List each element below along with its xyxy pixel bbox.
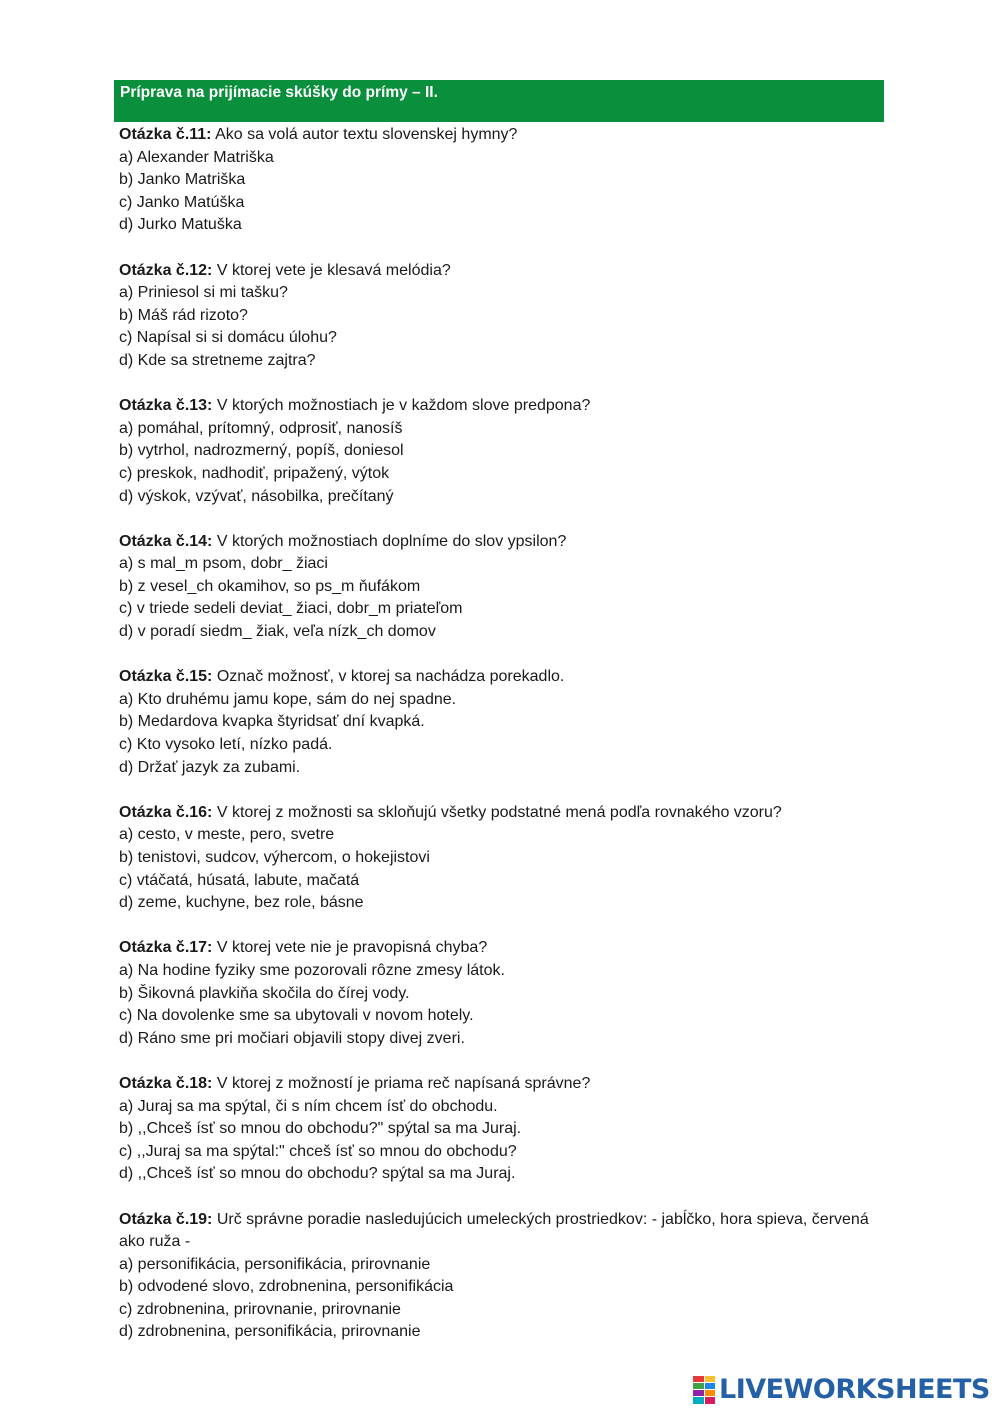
answer-option: b) odvodené slovo, zdrobnenina, personifikácia bbox=[119, 1278, 454, 1296]
question-block bbox=[119, 666, 879, 779]
answer-option: a) pomáhal, prítomný, odprosiť, nanosíš bbox=[119, 419, 403, 437]
answer-option: c) Kto vysoko letí, nízko padá. bbox=[119, 736, 333, 754]
question-number: Otázka č.17: bbox=[119, 939, 213, 957]
question-number: Otázka č.15: bbox=[119, 668, 213, 686]
question-prompt: V ktorej z možností je priama reč napísaná správne? bbox=[212, 1074, 591, 1092]
question-prompt: V ktorých možnostiach doplníme do slov ypsilon? bbox=[212, 532, 567, 550]
answer-option: b) z vesel_ch okamihov, so ps_m ňufákom bbox=[119, 577, 421, 595]
question-text bbox=[119, 1209, 879, 1254]
question-prompt: V ktorej z možnosti sa skloňujú všetky podstatné mená podľa rovnakého vzoru? bbox=[212, 803, 782, 821]
answer-option: c) Napísal si si domácu úlohu? bbox=[119, 329, 337, 347]
answer-option: a) s mal_m psom, dobr_ žiaci bbox=[119, 555, 328, 573]
answer-option: d) zeme, kuchyne, bez role, básne bbox=[119, 894, 364, 912]
question-number: Otázka č.11: bbox=[119, 126, 212, 143]
answer-option: b) vytrhol, nadrozmerný, popíš, doniesol bbox=[119, 442, 404, 460]
answer-option: c) vtáčatá, húsatá, labute, mačatá bbox=[119, 871, 360, 889]
answer-option: c) ,,Juraj sa ma spýtal:" chceš ísť so mnou do obchodu? bbox=[119, 1142, 517, 1160]
question-prompt: Urč správne poradie nasledujúcich umeleckých prostriedkov: - jabĺčko, hora spieva, červená ako ruža - bbox=[119, 1210, 869, 1251]
logo-square bbox=[705, 1397, 716, 1403]
answer-option: d) Jurko Matuška bbox=[119, 216, 242, 234]
answer-option: a) Juraj sa ma spýtal, či s ním chcem ísť do obchodu. bbox=[119, 1097, 498, 1115]
page-title: Príprava na prijímacie skúšky do prímy – II. bbox=[120, 84, 438, 101]
question-text bbox=[119, 1073, 879, 1096]
answer-option: b) ,,Chceš ísť so mnou do obchodu?" spýtal sa ma Juraj. bbox=[119, 1120, 522, 1138]
answer-option: a) cesto, v meste, pero, svetre bbox=[119, 826, 335, 844]
answer-option: c) preskok, nadhodiť, pripažený, výtok bbox=[119, 464, 390, 482]
answer-option: a) Priniesol si mi tašku? bbox=[119, 284, 288, 302]
question-prompt: Označ možnosť, v ktorej sa nachádza porekadlo. bbox=[212, 668, 565, 686]
logo-square bbox=[705, 1390, 716, 1396]
question-number: Otázka č.19: bbox=[119, 1210, 213, 1228]
answer-option: b) Medardova kvapka štyridsať dní kvapká. bbox=[119, 713, 425, 731]
question-text bbox=[119, 802, 879, 825]
logo-square bbox=[693, 1376, 704, 1382]
logo-square bbox=[705, 1383, 716, 1389]
answer-option: c) zdrobnenina, prirovnanie, prirovnanie bbox=[119, 1300, 401, 1318]
question-block bbox=[119, 124, 879, 237]
question-block bbox=[119, 260, 879, 373]
question-prompt: V ktorých možnostiach je v každom slove predpona? bbox=[212, 397, 591, 415]
liveworksheets-logo bbox=[693, 1374, 990, 1405]
question-text bbox=[119, 260, 879, 283]
answer-option: d) Ráno sme pri močiari objavili stopy divej zveri. bbox=[119, 1029, 465, 1047]
answer-option: d) výskok, vzývať, násobilka, prečítaný bbox=[119, 487, 394, 505]
logo-icon bbox=[693, 1376, 715, 1404]
question-number: Otázka č.12: bbox=[119, 261, 213, 279]
answer-option: d) Kde sa stretneme zajtra? bbox=[119, 351, 316, 369]
answer-option: d) v poradí siedm_ žiak, veľa nízk_ch domov bbox=[119, 623, 436, 641]
logo-text: LIVEWORKSHEETS bbox=[719, 1374, 990, 1405]
question-number: Otázka č.14: bbox=[119, 532, 213, 550]
question-text bbox=[119, 124, 879, 147]
question-block bbox=[119, 1073, 879, 1186]
question-block bbox=[119, 802, 879, 915]
answer-option: a) Alexander Matriška bbox=[119, 148, 274, 166]
question-prompt: Ako sa volá autor textu slovenskej hymny? bbox=[211, 126, 518, 143]
question-block bbox=[119, 395, 879, 508]
answer-option: a) personifikácia, personifikácia, prirovnanie bbox=[119, 1255, 431, 1273]
logo-square bbox=[693, 1390, 704, 1396]
question-prompt: V ktorej vete nie je pravopisná chyba? bbox=[212, 939, 488, 957]
answer-option: c) v triede sedeli deviat_ žiaci, dobr_m priateľom bbox=[119, 600, 463, 618]
answer-option: d) Držať jazyk za zubami. bbox=[119, 758, 301, 776]
question-list bbox=[119, 124, 879, 1367]
answer-option: b) tenistovi, sudcov, výhercom, o hokejistovi bbox=[119, 849, 430, 866]
question-number: Otázka č.16: bbox=[119, 803, 213, 821]
question-number: Otázka č.18: bbox=[119, 1074, 213, 1092]
logo-square bbox=[693, 1383, 704, 1389]
answer-option: a) Na hodine fyziky sme pozorovali rôzne zmesy látok. bbox=[119, 961, 505, 979]
answer-option: b) Máš rád rizoto? bbox=[119, 306, 248, 324]
question-text bbox=[119, 531, 879, 554]
answer-option: a) Kto druhému jamu kope, sám do nej spadne. bbox=[119, 690, 457, 708]
question-prompt: V ktorej vete je klesavá melódia? bbox=[212, 261, 451, 279]
question-text bbox=[119, 395, 879, 418]
answer-option: c) Na dovolenke sme sa ubytovali v novom hotely. bbox=[119, 1007, 474, 1025]
question-block bbox=[119, 937, 879, 1050]
answer-option: c) Janko Matúška bbox=[119, 193, 245, 211]
answer-option: d) ,,Chceš ísť so mnou do obchodu? spýtal sa ma Juraj. bbox=[119, 1165, 516, 1183]
question-number: Otázka č.13: bbox=[119, 397, 213, 415]
question-block bbox=[119, 1209, 879, 1345]
answer-option: b) Janko Matriška bbox=[119, 171, 246, 189]
logo-square bbox=[693, 1397, 704, 1403]
header-bar bbox=[114, 80, 884, 122]
question-text bbox=[119, 666, 879, 689]
answer-option: d) zdrobnenina, personifikácia, prirovnanie bbox=[119, 1323, 421, 1341]
question-block bbox=[119, 531, 879, 644]
answer-option: b) Šikovná plavkiňa skočila do čírej vody. bbox=[119, 984, 410, 1002]
logo-square bbox=[705, 1376, 716, 1382]
question-text bbox=[119, 937, 879, 960]
